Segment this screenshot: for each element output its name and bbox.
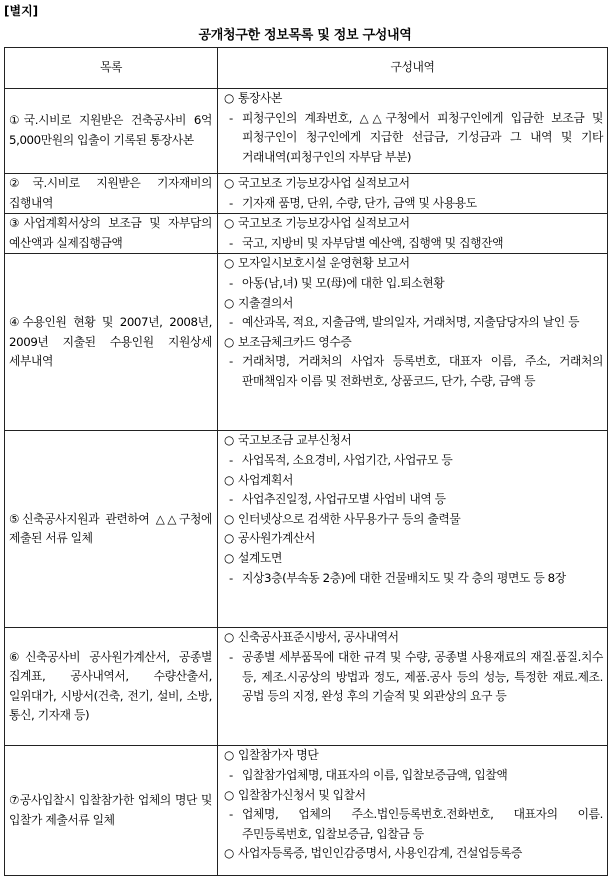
header-row xyxy=(5,48,608,89)
row-list-cell: ①국.시비로 지원받은 건축공사비 6억 5,000만원의 입출이 기록된 통장사본 xyxy=(5,89,218,174)
content-item xyxy=(220,333,603,353)
content-item xyxy=(220,471,603,491)
dash-bullet-icon: - xyxy=(229,275,233,290)
table-row xyxy=(5,746,608,876)
dash-bullet-icon: - xyxy=(229,570,233,585)
content-item xyxy=(220,628,603,648)
dash-bullet-icon: - xyxy=(229,452,233,467)
content-item-title: 모자일시보호시설 운영현황 보고서 xyxy=(238,256,410,271)
content-item-title: 지출결의서 xyxy=(238,295,293,310)
content-item xyxy=(220,529,603,549)
content-sub-item-text: 사업목적, 소요경비, 사업기간, 사업규모 등 xyxy=(242,452,453,467)
row-contents-cell xyxy=(218,254,608,431)
content-sub-item-text: 아동(남,녀) 및 모(母)에 대한 입.퇴소현황 xyxy=(242,275,445,290)
content-sub-item-text: 사업추진일정, 사업규모별 사업비 내역 등 xyxy=(242,492,446,507)
content-item-title: 사업계획서 xyxy=(238,472,293,487)
appendix-label: [별지] xyxy=(4,4,39,18)
content-item xyxy=(220,844,603,864)
content-item-title: 공사원가계산서 xyxy=(238,531,315,546)
row-list-cell: ⑥신축공사비 공사원가계산서, 공종별 집계표, 공사내역서, 수량산출서, 일위대가, 시방서(건축, 전기, 설비, 소방, 통신, 기자재 등) xyxy=(5,628,218,746)
dash-bullet-icon: - xyxy=(229,195,233,210)
content-sub-item-text: 거래처명, 거래처의 사업자 등록번호, 대표자 이름, 주소, 거래처의 판매책임자 이름 및 전화번호, 상품코드, 단가, 수량, 금액 등 xyxy=(242,354,603,388)
dash-bullet-icon: - xyxy=(229,649,233,664)
circle-bullet-icon: ○ xyxy=(224,630,234,645)
content-sub-item xyxy=(220,490,603,510)
content-sub-item xyxy=(220,352,603,391)
content-item-title: 인터넷상으로 검색한 사무용가구 등의 출력물 xyxy=(238,511,461,526)
dash-bullet-icon: - xyxy=(229,110,233,125)
table-row xyxy=(5,174,608,214)
circle-bullet-icon: ○ xyxy=(224,334,234,349)
content-sub-item-text: 피청구인의 계좌번호, △△구청에서 피청구인에게 입금한 보조금 및 피청구인이 청구인에게 지급한 선급금, 기성금과 그 내역 및 기타 거래내역(피청구인의 자부담 부분) xyxy=(242,110,603,164)
table-row xyxy=(5,214,608,254)
content-item xyxy=(220,786,603,806)
content-item xyxy=(220,294,603,314)
content-sub-item xyxy=(220,313,603,333)
dash-bullet-icon: - xyxy=(229,492,233,507)
row-list-cell: ②국.시비로 지원받은 기자재비의 집행내역 xyxy=(5,174,218,214)
circle-bullet-icon: ○ xyxy=(224,787,234,802)
content-item-title: 입찰참가자 명단 xyxy=(238,748,319,763)
content-item-title: 신축공사표준시방서, 공사내역서 xyxy=(238,630,399,645)
content-item-title: 입찰참가신청서 및 입찰서 xyxy=(238,787,366,802)
content-item xyxy=(220,89,603,109)
content-sub-item-text: 기자재 품명, 단위, 수량, 단가, 금액 및 사용용도 xyxy=(242,195,477,210)
content-sub-item-text: 국고, 지방비 및 자부담별 예산액, 집행액 및 집행잔액 xyxy=(242,235,504,250)
row-contents-cell xyxy=(218,431,608,628)
table-row xyxy=(5,254,608,431)
row-list-cell: ⑤신축공사지원과 관련하여 △△구청에 제출된 서류 일체 xyxy=(5,431,218,628)
content-sub-item xyxy=(220,569,603,589)
table-body xyxy=(5,89,608,876)
circle-bullet-icon: ○ xyxy=(224,550,234,565)
circle-bullet-icon: ○ xyxy=(224,748,234,763)
content-item xyxy=(220,254,603,274)
content-sub-item-text: 입찰참가업체명, 대표자의 이름, 입찰보증금액, 입찰액 xyxy=(242,767,508,782)
row-list-cell: ⑦공사입찰시 입찰참가한 업체의 명단 및 입찰가 제출서류 일체 xyxy=(5,746,218,876)
content-sub-item xyxy=(220,451,603,471)
content-item-title: 설계도면 xyxy=(238,550,282,565)
circle-bullet-icon: ○ xyxy=(224,216,234,231)
content-item xyxy=(220,510,603,530)
dash-bullet-icon: - xyxy=(229,767,233,782)
content-sub-item xyxy=(220,805,603,844)
table-row xyxy=(5,431,608,628)
circle-bullet-icon: ○ xyxy=(224,176,234,190)
content-item xyxy=(220,214,603,234)
circle-bullet-icon: ○ xyxy=(224,531,234,546)
content-sub-item xyxy=(220,648,603,707)
content-item-title: 사업자등록증, 법인인감증명서, 사용인감계, 건설업등록증 xyxy=(238,846,523,861)
row-contents-cell xyxy=(218,89,608,174)
content-item-title: 통장사본 xyxy=(238,91,282,105)
content-item-title: 보조금체크카드 영수증 xyxy=(238,334,352,349)
content-item xyxy=(220,549,603,569)
content-sub-item xyxy=(220,194,603,214)
circle-bullet-icon: ○ xyxy=(224,433,234,448)
content-item-title: 국고보조 기능보강사업 실적보고서 xyxy=(238,176,410,190)
dash-bullet-icon: - xyxy=(229,807,233,822)
row-list-cell: ③사업계획서상의 보조금 및 자부담의 예산액과 실제집행금액 xyxy=(5,214,218,254)
circle-bullet-icon: ○ xyxy=(224,91,234,105)
circle-bullet-icon: ○ xyxy=(224,472,234,487)
circle-bullet-icon: ○ xyxy=(224,295,234,310)
page-title: 공개청구한 정보목록 및 정보 구성내역 xyxy=(198,28,412,43)
content-item xyxy=(220,431,603,451)
dash-bullet-icon: - xyxy=(229,235,233,250)
row-contents-cell xyxy=(218,746,608,876)
content-sub-item xyxy=(220,766,603,786)
circle-bullet-icon: ○ xyxy=(224,256,234,271)
circle-bullet-icon: ○ xyxy=(224,511,234,526)
dash-bullet-icon: - xyxy=(229,354,233,369)
circle-bullet-icon: ○ xyxy=(224,846,234,861)
content-sub-item xyxy=(220,274,603,294)
content-item xyxy=(220,746,603,766)
dash-bullet-icon: - xyxy=(229,315,233,330)
table-row xyxy=(5,89,608,174)
header-list: 목록 xyxy=(5,48,218,89)
content-sub-item xyxy=(220,109,603,168)
content-sub-item-text: 예산과목, 적요, 지출금액, 발의일자, 거래처명, 지출담당자의 날인 등 xyxy=(242,315,580,330)
row-contents-cell xyxy=(218,214,608,254)
content-sub-item-text: 공종별 세부품목에 대한 규격 및 수량, 공종별 사용재료의 재질.품질.치수 등, 제조.시공상의 방법과 정도, 제품.공사 등의 성능, 특정한 재료.제조.공법 등의 지정, 완성 후의 기술적 및 외관상의 요구 등 xyxy=(242,649,603,704)
content-item-title: 국고보조금 교부신청서 xyxy=(238,433,352,448)
content-sub-item-text: 지상3층(부속동 2층)에 대한 건물배치도 및 각 층의 평면도 등 8장 xyxy=(242,570,566,585)
content-item-title: 국고보조 기능보강사업 실적보고서 xyxy=(238,216,410,231)
content-item xyxy=(220,174,603,194)
table-row xyxy=(5,628,608,746)
content-sub-item xyxy=(220,234,603,254)
content-sub-item-text: 업체명, 업체의 주소.법인등록번호.전화번호, 대표자의 이름.주민등록번호, 입찰보증금, 입찰금 등 xyxy=(242,807,603,841)
info-table xyxy=(4,47,608,876)
row-contents-cell xyxy=(218,628,608,746)
row-contents-cell xyxy=(218,174,608,214)
row-list-cell: ④수용인원 현황 및 2007년, 2008년, 2009년 지출된 수용인원 지원상세 세부내역 xyxy=(5,254,218,431)
header-contents: 구성내역 xyxy=(218,48,608,89)
